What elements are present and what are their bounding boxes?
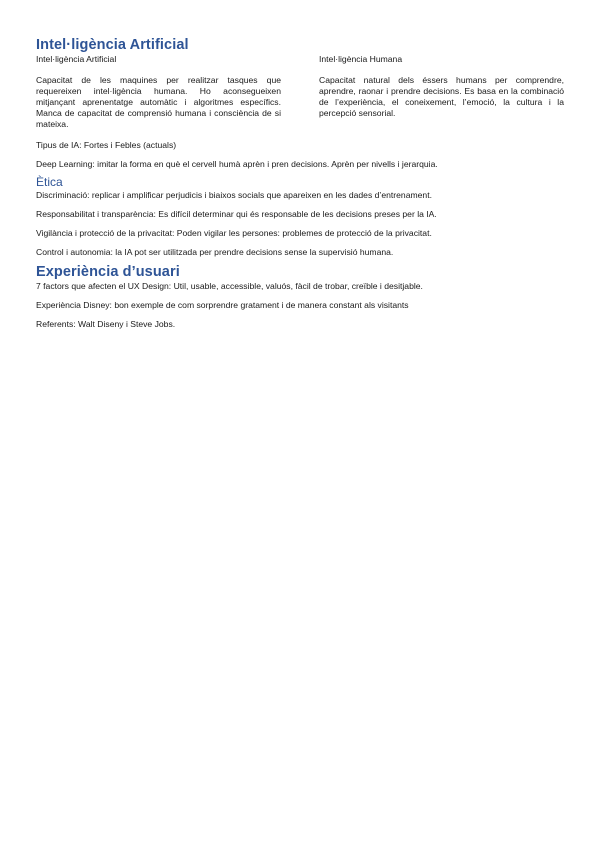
ux-item: Experiència Disney: bon exemple de com sorprendre gratament i de manera constant als visitants: [36, 300, 409, 310]
comparison-columns: [36, 54, 564, 130]
deep-learning-paragraph: Deep Learning: imitar la forma en què el cervell humà aprèn i pren decisions. Aprèn per nivells i jerarquia.: [36, 159, 438, 169]
document-page: [36, 36, 564, 330]
heading-artificial-intelligence: Intel·ligència Artificial: [36, 37, 189, 53]
column-heading: Intel·ligència Humana: [319, 54, 403, 64]
ethics-item: Responsabilitat i transparència: Es difícil determinar qui és responsable de les decisions preses per la IA.: [36, 209, 437, 219]
ethics-item: Discriminació: replicar i amplificar perjudicis i biaixos socials que apareixen en les dades d’entrenament.: [36, 190, 432, 200]
column-heading: Intel·ligència Artificial: [36, 54, 117, 64]
ethics-item: Control i autonomia: la IA pot ser utilitzada per prendre decisions sense la supervisió humana.: [36, 247, 394, 257]
ai-types-paragraph: Tipus de IA: Fortes i Febles (actuals): [36, 140, 177, 150]
ux-item: 7 factors que afecten el UX Design: Util, usable, accessible, valuós, fàcil de trobar, creïble i desitjable.: [36, 281, 423, 291]
ethics-item: Vigilància i protecció de la privacitat: Poden vigilar les persones: problemes de protecció de la privacitat.: [36, 228, 432, 238]
ux-item: Referents: Walt Diseny i Steve Jobs.: [36, 319, 176, 329]
column-text: Capacitat natural dels éssers humans per comprendre, aprendre, raonar i prendre decisions. Es basa en la combinació de l’experiència, el coneixement, l’emoció, la cultura i la percepció sensorial.: [319, 75, 564, 118]
heading-user-experience: Experiència d’usuari: [36, 264, 180, 280]
column-artificial-intelligence: [36, 54, 281, 130]
heading-ethics: Ètica: [36, 175, 63, 189]
column-human-intelligence: [319, 54, 564, 130]
column-text: Capacitat de les maquines per realitzar tasques que requereixen intel·ligència humana. Ho aconsegueixen mitjançant aprenentatge automàtic i algoritmes específics. Manca de capacitat de comprensió humana i consciència de si mateixa.: [36, 75, 281, 129]
